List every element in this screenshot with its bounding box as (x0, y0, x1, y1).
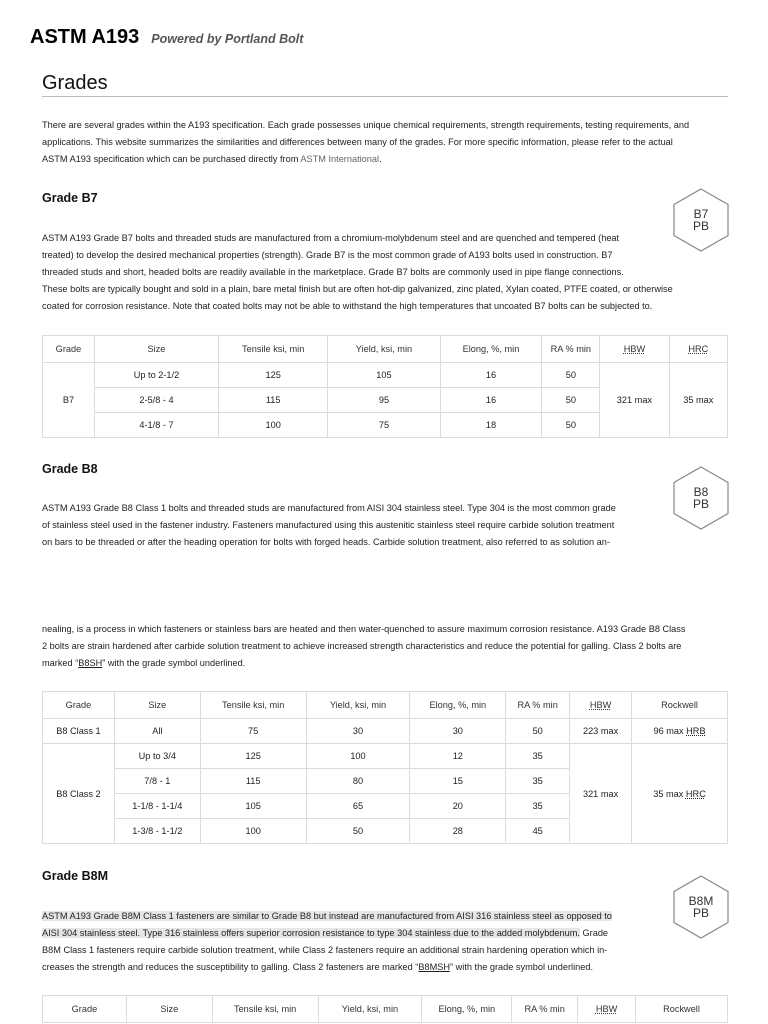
astm-international-link[interactable]: ASTM International (300, 154, 380, 164)
table-header-row: Grade Size Tensile ksi, min Yield, ksi, min Elong, %, min RA % min HBW HRC (43, 336, 728, 363)
b7-pb-badge-icon: B7 PB (672, 188, 730, 252)
table-header-row: Grade Size Tensile ksi, min Yield, ksi, min Elong, %, min RA % min HBW Rockwell (43, 692, 728, 719)
b8sh-marking: B8SH (78, 658, 103, 668)
title-divider (42, 96, 728, 97)
grade-b8m-table (42, 995, 728, 1023)
table-row: 4-1/8 - 7 100 75 18 50 (43, 413, 728, 438)
grade-b7-heading: Grade B7 (42, 191, 98, 205)
hbw-abbr[interactable]: HBW (623, 344, 646, 354)
site-tagline[interactable]: Powered by Portland Bolt (151, 32, 304, 46)
table-row: B7 Up to 2-1/2 125 105 16 50 321 max 35 max (43, 363, 728, 388)
grade-b8m-paragraph: ASTM A193 Grade B8M Class 1 fasteners are similar to Grade B8 but instead are manufactured from AISI 316 stainless steel as opposed to AISI 304 stainless steel. Type 316 stainless offers superior corrosion resistance to type 304 stainless due to the added molybdenum. Grade B8M Class 1 fasteners require carbide solution treatment, while Class 2 fasteners require an additional strain hardening operation which in- creases the strength and reduces the susceptibility to galling. Class 2 fasteners are marked “B8MSH” with the grade symbol underlined. (42, 911, 612, 972)
grade-b8-paragraph-part1: ASTM A193 Grade B8 Class 1 bolts and threaded studs are manufactured from AISI 304 stainless steel. Type 304 is the most common grade of stainless steel used in the fastener industry. Fasteners manufactured using this austenitic stainless steel require carbide solution treatment on bars to be threaded or after the heading operation for bolts with forged heads. Carbide solution treatment, also referred to as solution an- (42, 503, 616, 547)
grade-b8-heading: Grade B8 (42, 462, 98, 476)
table-header-row: Grade Size Tensile ksi, min Yield, ksi, min Elong, %, min RA % min HBW Rockwell (43, 996, 728, 1023)
table-row: B8 Class 1 All 75 30 30 50 223 max 96 max HRB (43, 719, 728, 744)
site-header (30, 26, 303, 49)
hrc-abbr[interactable]: HRC (688, 344, 709, 354)
hbw-abbr[interactable]: HBW (595, 1004, 618, 1014)
b8-pb-badge-icon: B8 PB (672, 466, 730, 530)
b8msh-marking: B8MSH (418, 962, 451, 972)
site-title[interactable]: ASTM A193 (30, 26, 140, 48)
grade-b8-paragraph-part2: nealing, is a process in which fasteners or stainless bars are heated and then water-quenched to assure maximum corrosion resistance. A193 Grade B8 Class 2 bolts are strain hardened after carbide solution treatment to achieve increased strength characteristics and reduce the potential for galling. Class 2 bolts are marked “B8SH” with the grade symbol underlined. (42, 624, 686, 668)
hrb-abbr[interactable]: HRB (686, 726, 706, 736)
b8m-pb-badge-icon: B8M PB (672, 875, 730, 939)
grade-b8m-heading: Grade B8M (42, 869, 108, 883)
table-row: 2-5/8 - 4 115 95 16 50 (43, 388, 728, 413)
grade-b8-table (42, 691, 728, 844)
table-row: 7/8 - 1 115 80 15 35 (43, 769, 728, 794)
table-row: 1-3/8 - 1-1/2 100 50 28 45 (43, 819, 728, 844)
hbw-abbr[interactable]: HBW (589, 700, 612, 710)
grade-b7-paragraph: ASTM A193 Grade B7 bolts and threaded studs are manufactured from a chromium-molybdenum steel and are quenched and tempered (heat treated) to develop the desired mechanical properties (strength). Grade B7 is the most common grade of A193 bolts used in construction. B7 threaded studs and short, headed bolts are readily available in the marketplace. Grade B7 bolts are commonly used in pipe flange connections. These bolts are typically bought and sold in a plain, bare metal finish but are often hot-dip galvanized, zinc plated, Xylan coated, PTFE coated, or otherwise coated for corrosion resistance. Note that coated bolts may not be able to withstand the high temperatures that uncoated B7 bolts can be subjected to. (42, 233, 673, 311)
table-row: B8 Class 2 Up to 3/4 125 100 12 35 321 max 35 max HRC (43, 744, 728, 769)
hrc-abbr[interactable]: HRC (685, 788, 706, 799)
page-title: Grades (42, 72, 108, 94)
grade-b7-table (42, 335, 728, 438)
table-row: 1-1/8 - 1-1/4 105 65 20 35 (43, 794, 728, 819)
intro-paragraph: There are several grades within the A193 specification. Each grade possesses unique chemical requirements, strength requirements, testing requirements, and applications. This website summarizes the similarities and differences between many of the grades. For more specific information, please refer to the actual ASTM A193 specification which can be purchased directly from ASTM International. (42, 120, 690, 164)
